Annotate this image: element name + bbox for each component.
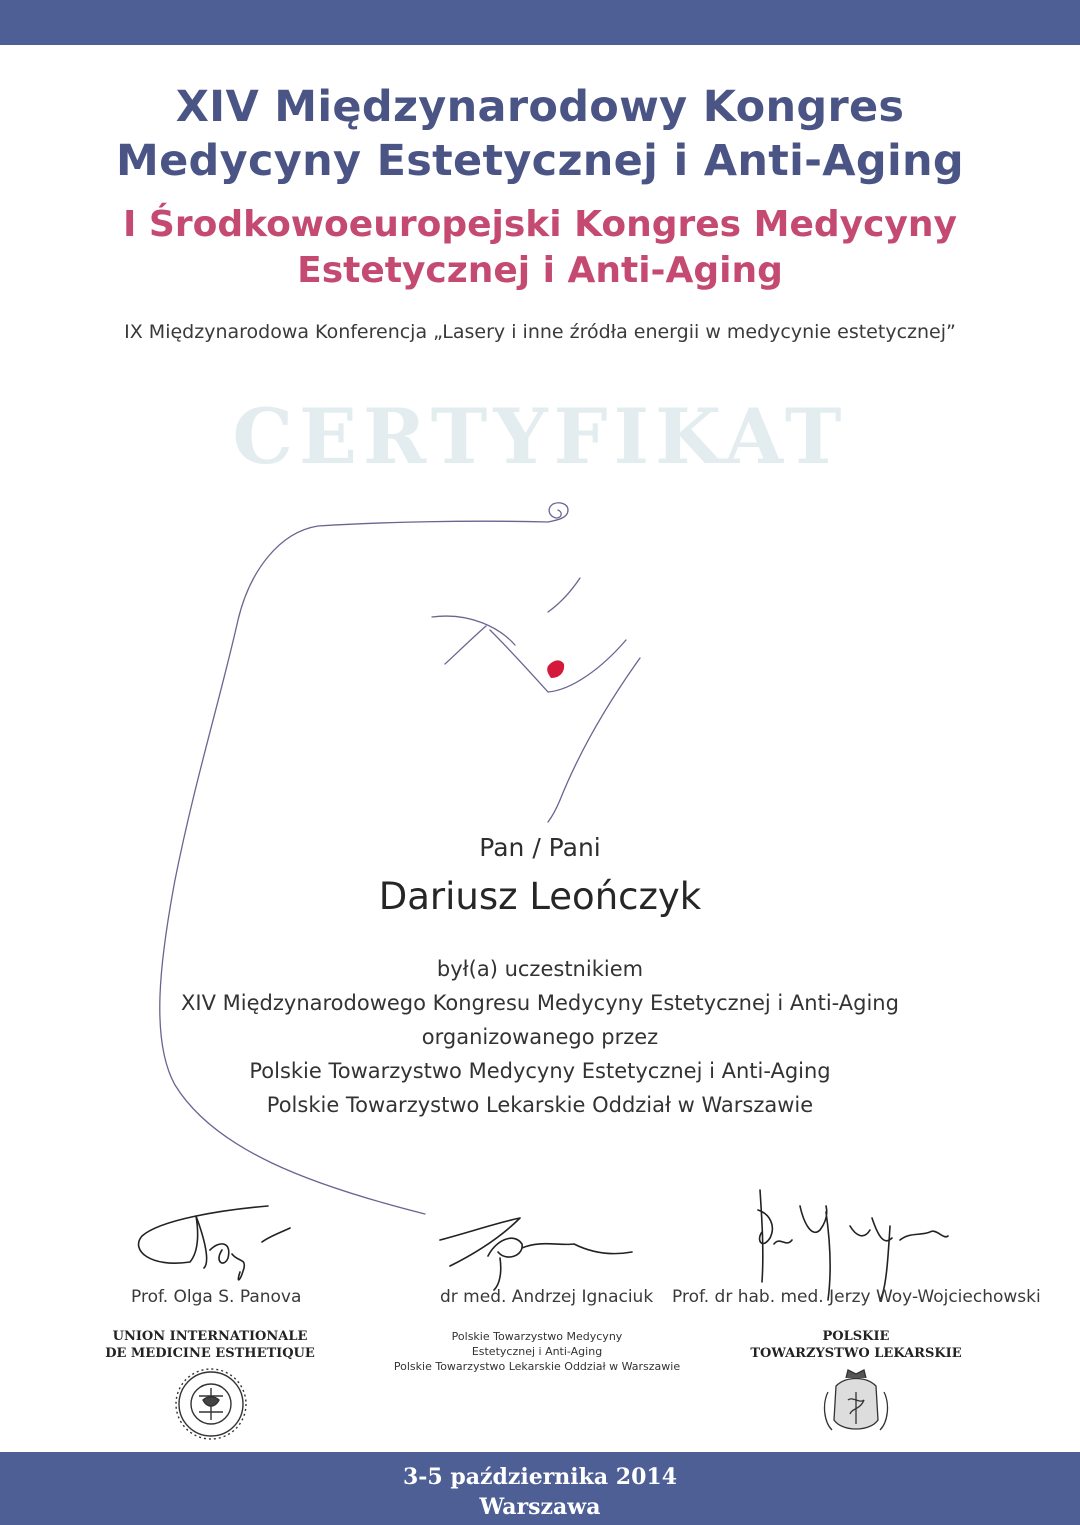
organization-line: TOWARZYSTWO LEKARSKIE [750,1346,962,1361]
signatory-name-panova: Prof. Olga S. Panova [131,1287,302,1307]
body-line: był(a) uczestnikiem [436,957,644,981]
congress-subtitle-line-1: I Środkowoeuropejski Kongres Medycyny [122,204,957,245]
uime-seal-icon [176,1369,246,1439]
signatory-name-ignaciuk: dr med. Andrzej Ignaciuk [440,1287,654,1307]
organization-line: UNION INTERNATIONALE [112,1329,308,1344]
conference-line: IX Międzynarodowa Konferencja „Lasery i inne źródła energii w medycynie estetycznej” [124,321,956,343]
congress-subtitle-line-2: Estetycznej i Anti-Aging [297,250,783,291]
ptl-crest-icon [825,1370,888,1430]
body-line: Polskie Towarzystwo Lekarskie Oddział w Warszawie [266,1093,814,1117]
certificate-watermark: CERTYFIKAT [232,392,848,481]
body-line: XIV Międzynarodowego Kongresu Medycyny Estetycznej i Anti-Aging [181,991,899,1015]
congress-title-line-1: XIV Międzynarodowy Kongres [175,82,905,132]
organization-line: POLSKIE [822,1329,890,1344]
organization-line: Polskie Towarzystwo Medycyny [451,1330,623,1343]
body-line: Polskie Towarzystwo Medycyny Estetycznej i Anti-Aging [249,1059,831,1083]
organization-line: Polskie Towarzystwo Lekarskie Oddział w Warszawie [393,1360,681,1373]
event-date: 3-5 października 2014 [402,1464,678,1490]
organization-line: DE MEDICINE ESTHETIQUE [105,1346,315,1361]
recipient-name: Dariusz Leończyk [378,875,702,918]
organization-line: Estetycznej i Anti-Aging [471,1345,603,1358]
event-date-place [0,1462,1080,1522]
event-city: Warszawa [479,1494,601,1520]
congress-title-line-2: Medycyny Estetycznej i Anti-Aging [115,136,964,186]
salutation: Pan / Pani [479,833,601,862]
signatory-name-woy-wojciechowski: Prof. dr hab. med. Jerzy Woy-Wojciechowski [672,1287,1041,1307]
body-line: organizowanego przez [421,1025,659,1049]
